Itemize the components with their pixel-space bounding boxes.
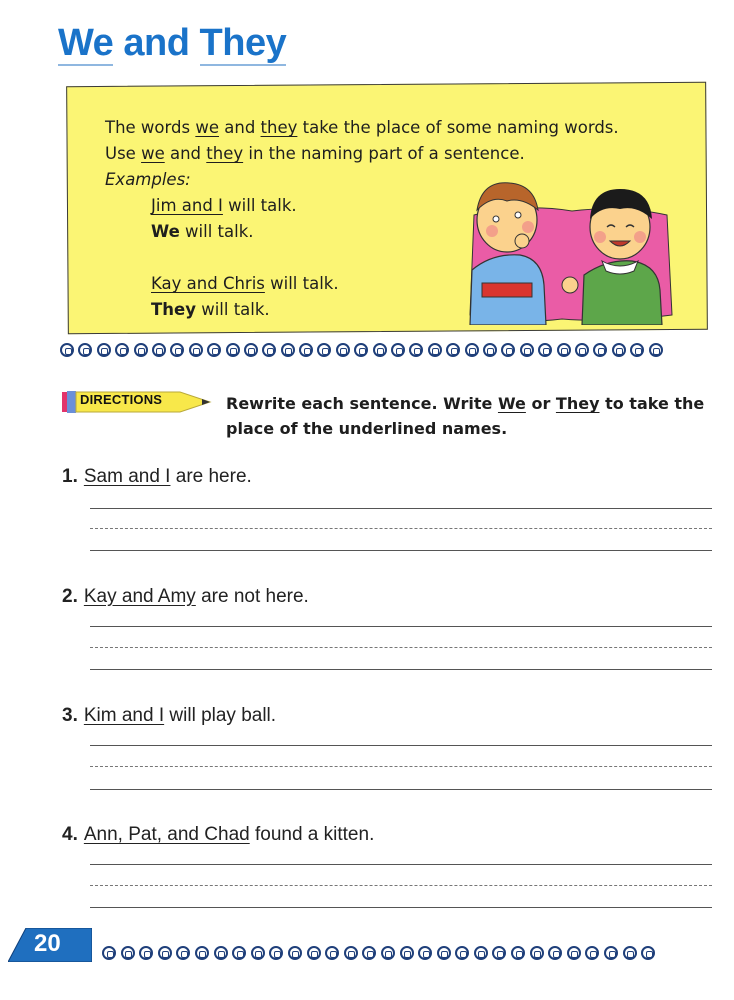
decorative-dot-border-top [60,343,663,357]
answer-line-middle[interactable] [90,528,712,529]
answer-line-bottom[interactable] [90,550,712,551]
title-and: and [113,22,200,64]
exercise-number: 4. [62,824,78,845]
example-1-rewrite: We will talk. [151,222,254,241]
directions-badge-label: DIRECTIONS [80,392,163,407]
example-2-rewrite: They will talk. [151,300,270,319]
rule-line-1: The words we and they take the place of some naming words. [105,118,619,137]
answer-line-top[interactable] [90,864,712,865]
answer-line-top[interactable] [90,626,712,627]
answer-line-middle[interactable] [90,766,712,767]
page-number: 20 [34,930,61,957]
answer-line-top[interactable] [90,508,712,509]
decorative-dot-border-bottom [102,946,655,960]
page-title [58,22,286,65]
exercise-number: 2. [62,586,78,607]
title-we: We [58,22,114,64]
answer-line-bottom[interactable] [90,907,712,908]
answer-line-bottom[interactable] [90,789,712,790]
exercise-number: 1. [62,466,78,487]
title-they: They [199,22,287,64]
underlined-names: Kay and Amy [83,586,196,607]
exercise-2: 2. Kay and Amy are not here. [62,586,712,608]
underlined-names: Ann, Pat, and Chad [83,824,250,845]
exercise-number: 3. [62,705,78,726]
example-2-sentence: Kay and Chris will talk. [151,274,339,293]
examples-label: Examples: [105,170,191,189]
example-1-sentence: Jim and I will talk. [151,196,297,215]
rule-line-2: Use we and they in the naming part of a sentence. [105,144,525,163]
underlined-names: Sam and I [83,466,171,487]
directions-text: Rewrite each sentence. Write We or They to take the place of the underlined names. [226,394,705,438]
answer-line-bottom[interactable] [90,669,712,670]
exercise-3: 3. Kim and I will play ball. [62,705,712,727]
underlined-names: Kim and I [83,705,165,726]
exercise-4: 4. Ann, Pat, and Chad found a kitten. [62,824,712,846]
answer-line-top[interactable] [90,745,712,746]
answer-line-middle[interactable] [90,885,712,886]
answer-line-middle[interactable] [90,647,712,648]
two-boys-illustration [462,175,682,325]
exercise-1: 1. Sam and I are here. [62,466,712,488]
